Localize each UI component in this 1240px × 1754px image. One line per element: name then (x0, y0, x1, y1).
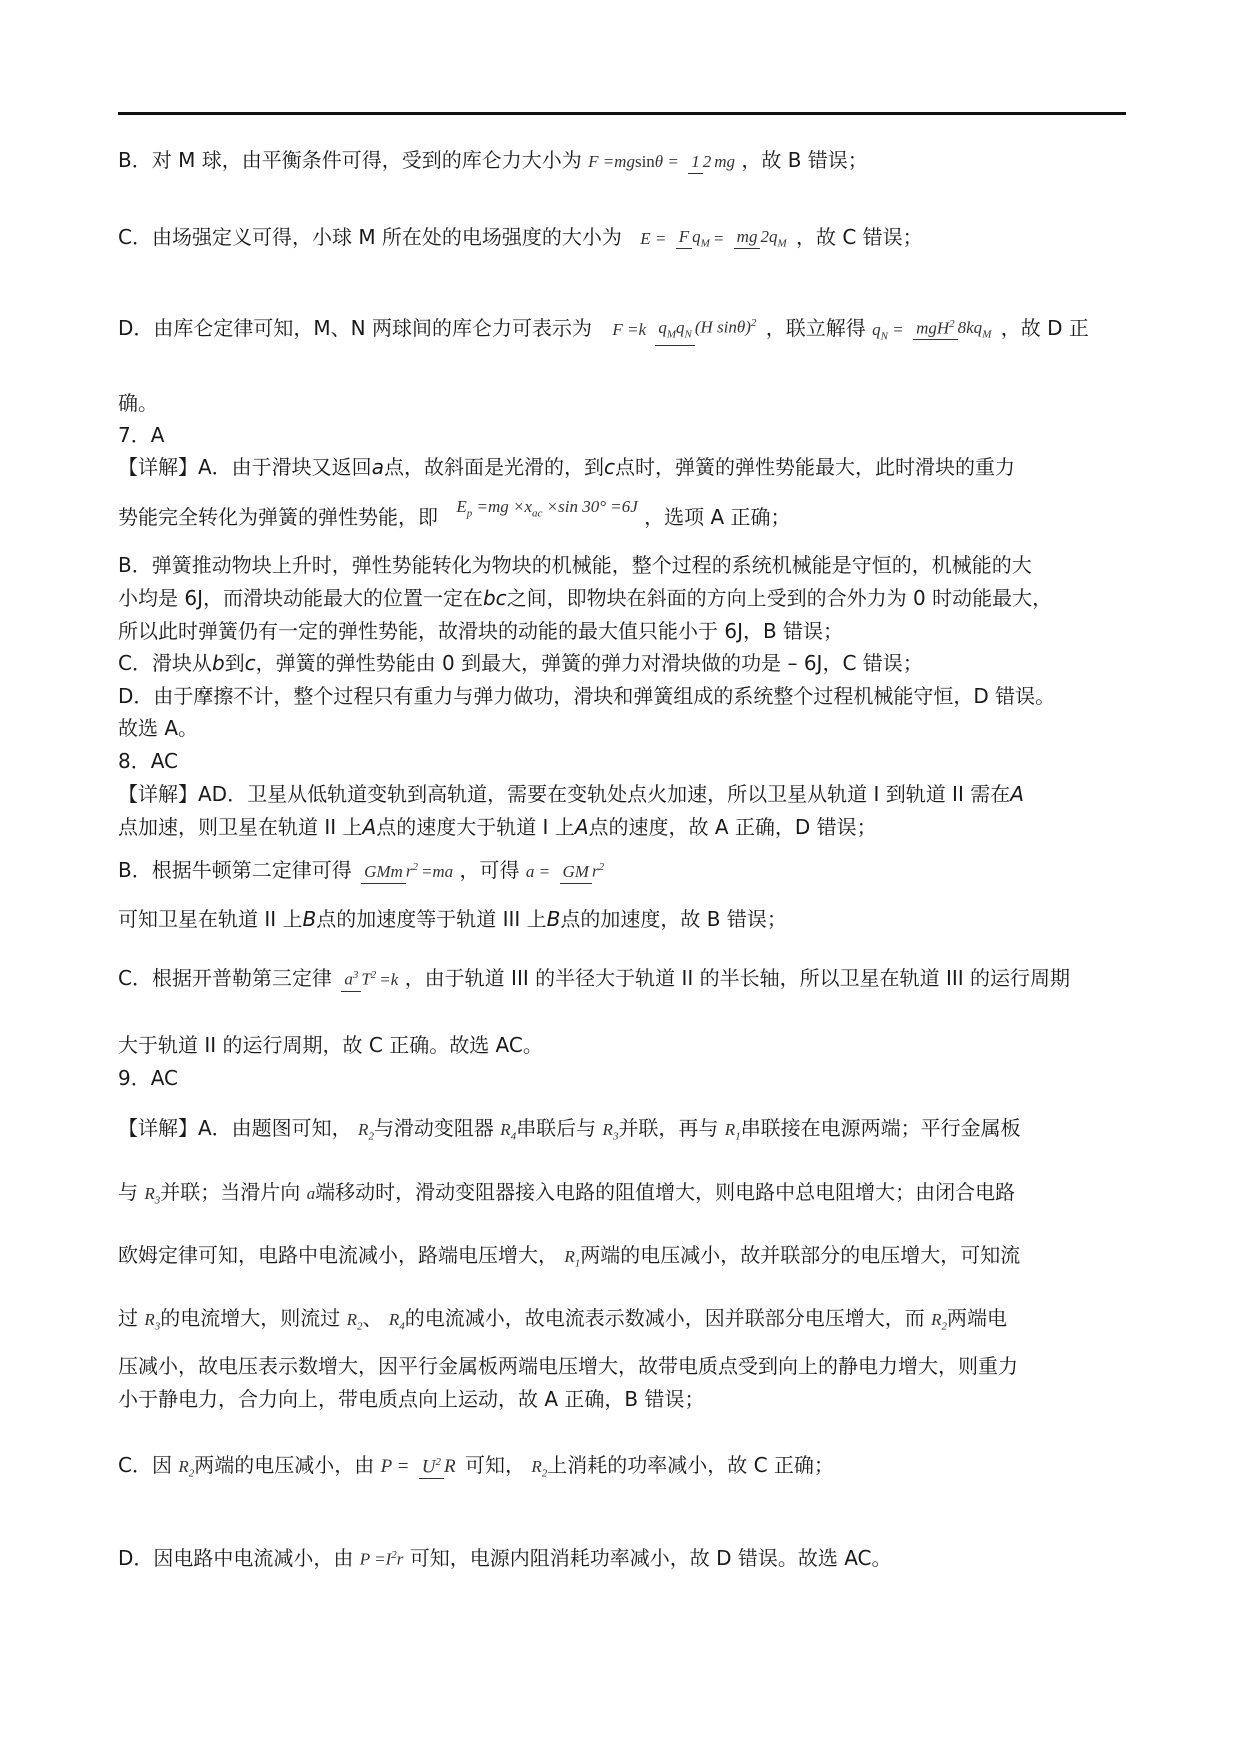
text-line (118, 855, 607, 887)
eq: =ma (420, 862, 454, 881)
text: 点，故斜面是光滑的，到 (383, 455, 604, 479)
answer-6b (118, 145, 868, 177)
text: 点的加速度等于轨道 III 上 (316, 907, 547, 931)
text-line (118, 1240, 1020, 1278)
text: ，选项 A 正确； (644, 505, 791, 529)
text-line: 故选 A。 (118, 716, 199, 740)
fraction: F $q_M$ (676, 222, 710, 254)
r3: $R_3$ (144, 1184, 161, 1207)
var: B (546, 907, 561, 931)
formula-gravity: GMm $r^2$ (361, 856, 418, 887)
text-line: 确。 (118, 391, 158, 415)
text: 上消耗的功率减小，故 C 正确； (547, 1453, 834, 1477)
text: 端移动时，滑动变阻器接入电路的阻值增大，则电路中总电阻增大；由闭合电路 (315, 1180, 1016, 1204)
formula-coulomb-law: F =k (612, 319, 646, 339)
text: B．对 M 球，由平衡条件可得，受到的库仑力大小为 (118, 148, 582, 172)
var: b (211, 651, 225, 675)
text-line (118, 1113, 1021, 1151)
text-line (118, 497, 791, 540)
text-line (118, 963, 1070, 995)
r1: $R_1$ (564, 1247, 581, 1270)
text: 与 (118, 1180, 138, 1204)
text: 可知， (464, 1453, 525, 1477)
text-line (118, 779, 1024, 809)
text: ，由于轨道 III 的半径大于轨道 II 的半长轴，所以卫星在轨道 III 的运行周期 (404, 966, 1071, 990)
a: a (306, 1184, 316, 1203)
text-line: 所以此时弹簧仍有一定的弹性势能，故滑块的动能的最大值只能小于 6J，B 错误； (118, 619, 844, 643)
text: ，故 B 错误； (741, 148, 868, 172)
text-line: 小于静电力，合力向上，带电质点向上运动，故 A 正确，B 错误； (118, 1387, 705, 1411)
text: 的电流减小，故电流表示数减小，因并联部分电压增大，而 (404, 1306, 925, 1330)
formula-elastic-energy: $E_p =mg \times x_{ac} \times\sin$ 30° =6J (456, 497, 638, 520)
formula-field-strength: E = (640, 229, 667, 248)
mg: mg (714, 152, 736, 171)
var: A (362, 815, 377, 839)
r4: $R_4$ (500, 1120, 517, 1143)
fraction: mgH$^2$ $8kq_M$ (913, 313, 991, 346)
fraction-half: 1 2 (688, 147, 711, 177)
text: 到 (224, 651, 245, 675)
text: ，故 C 错误； (795, 225, 923, 249)
var: c (603, 455, 615, 479)
text-line: D．由于摩擦不计，整个过程只有重力与弹力做功，滑块和弹簧组成的系统整个过程机械能守恒，D 错误。 (118, 684, 1056, 708)
formula-coulomb-force: F =mg (588, 152, 635, 171)
text: 的电流增大，则流过 (160, 1306, 341, 1330)
var: c (244, 651, 256, 675)
r2: $R_2$ (931, 1310, 947, 1333)
question-number-8: 8．AC (118, 749, 179, 773)
formula-sin: sin (634, 152, 655, 171)
text: 点时，弹簧的弹性势能最大，此时滑块的重力 (614, 455, 1015, 479)
text: ，可得 (459, 858, 520, 882)
text: 两端电 (947, 1306, 1007, 1330)
text: 【详解】AD．卫星从低轨道变轨到高轨道，需要在变轨处点火加速，所以卫星从轨道 I 到轨道 II 需在 (118, 782, 1011, 806)
text-line (118, 1540, 892, 1575)
text: 串联后与 (516, 1116, 597, 1140)
fraction: GM $r^2$ (560, 856, 605, 887)
text: 欧姆定律可知，电路中电流减小，路端电压增大， (118, 1243, 558, 1267)
formula-qn: $q_N$ = (872, 319, 904, 342)
text: 两端的电压减小，由 (194, 1453, 375, 1477)
text: 点的速度，故 A 正确，D 错误； (588, 815, 877, 839)
text-line (118, 1177, 1015, 1215)
text: C．滑块从 (118, 651, 212, 675)
var: B (302, 907, 317, 931)
text: 小均是 6J，而滑块动能最大的位置一定在 (118, 586, 483, 610)
text: 【详解】A．由于滑块又返回 (118, 455, 372, 479)
text: 过 (118, 1306, 138, 1330)
text-line (118, 1450, 834, 1488)
text: 可知卫星在轨道 II 上 (118, 907, 303, 931)
header-rule (118, 112, 1126, 115)
var: bc (482, 586, 507, 610)
text: 串联接在电源两端；平行金属板 (740, 1116, 1021, 1140)
text: C．由场强定义可得，小球 M 所在处的电场强度的大小为 (118, 225, 622, 249)
text-line (118, 648, 923, 678)
formula-kepler: $a^3$ $T^2$ (341, 964, 376, 995)
text: 点加速，则卫星在轨道 II 上 (118, 815, 363, 839)
fraction: $U^2$ R (419, 1451, 456, 1482)
fraction: $q_Mq_N$ (H sinθ)$^2$ (655, 312, 756, 346)
r2: $R_2$ (178, 1457, 195, 1480)
text-line (118, 1303, 1007, 1341)
text: ，故 D 正 (1000, 315, 1089, 340)
text: C．根据开普勒第三定律 (118, 966, 332, 990)
var: A (1010, 782, 1024, 806)
eq: = (712, 229, 725, 248)
answer-6c (118, 222, 923, 255)
text: ，弹簧的弹性势能由 0 到最大，弹簧的弹力对滑块做的功是 – 6J，C 错误； (255, 651, 923, 675)
text: 之间，即物块在斜面的方向上受到的合外力为 0 时动能最大， (506, 586, 1053, 610)
formula-a: a = (525, 862, 551, 881)
text: 并联；当滑片向 (160, 1180, 301, 1204)
var: a (371, 455, 384, 479)
r2: $R_2$ (531, 1457, 548, 1480)
text: ，联立解得 (765, 315, 866, 340)
text: B．根据牛顿第二定律可得 (118, 858, 352, 882)
text-line (118, 904, 787, 934)
answer-6d (118, 312, 1089, 351)
r1: $R_1$ (724, 1120, 741, 1143)
r4: $R_4$ (388, 1310, 405, 1333)
text: 可知，电源内阻消耗功率减小，故 D 错误。故选 AC。 (409, 1545, 892, 1570)
text: 势能完全转化为弹簧的弹性势能，即 (118, 505, 438, 529)
text-line (118, 812, 877, 842)
text: 点的速度大于轨道 I 上 (376, 815, 575, 839)
text: 与滑动变阻器 (373, 1116, 494, 1140)
r3: $R_3$ (144, 1310, 161, 1333)
r2: $R_2$ (346, 1310, 363, 1333)
text: D．因电路中电流减小，由 (118, 1545, 354, 1570)
text-line: 压减小，故电压表示数增大，因平行金属板两端电压增大，故带电质点受到向上的静电力增大，则重力 (118, 1354, 1018, 1378)
question-number-7: 7．A (118, 423, 165, 447)
r2: $R_2$ (358, 1120, 374, 1143)
text: 并联，再与 (618, 1116, 719, 1140)
formula-internal-power: $P =I^2r$ (359, 1549, 404, 1569)
fraction: mg $2q_M$ (734, 222, 787, 254)
text: D．由库仑定律可知，M、N 两球间的库仑力可表示为 (118, 315, 592, 340)
text: C．因 (118, 1453, 172, 1477)
theta: θ = (654, 152, 679, 171)
r3: $R_3$ (602, 1120, 619, 1143)
text: 、 (362, 1306, 383, 1330)
text: 【详解】A．由题图可知， (118, 1116, 352, 1140)
text-line (118, 452, 1015, 482)
eq: =k (379, 970, 399, 989)
var: A (574, 815, 589, 839)
text: 两端的电压减小，故并联部分的电压增大，可知流 (580, 1243, 1021, 1267)
formula-power: P = (380, 1456, 410, 1477)
text-line (118, 583, 1052, 613)
text: 点的加速度，故 B 错误； (560, 907, 787, 931)
text-line: B．弹簧推动物块上升时，弹性势能转化为物块的机械能，整个过程的系统机械能是守恒的，机械能的大 (118, 553, 1032, 577)
question-number-9: 9．AC (118, 1066, 179, 1090)
text-line: 大于轨道 II 的运行周期，故 C 正确。故选 AC。 (118, 1033, 543, 1057)
